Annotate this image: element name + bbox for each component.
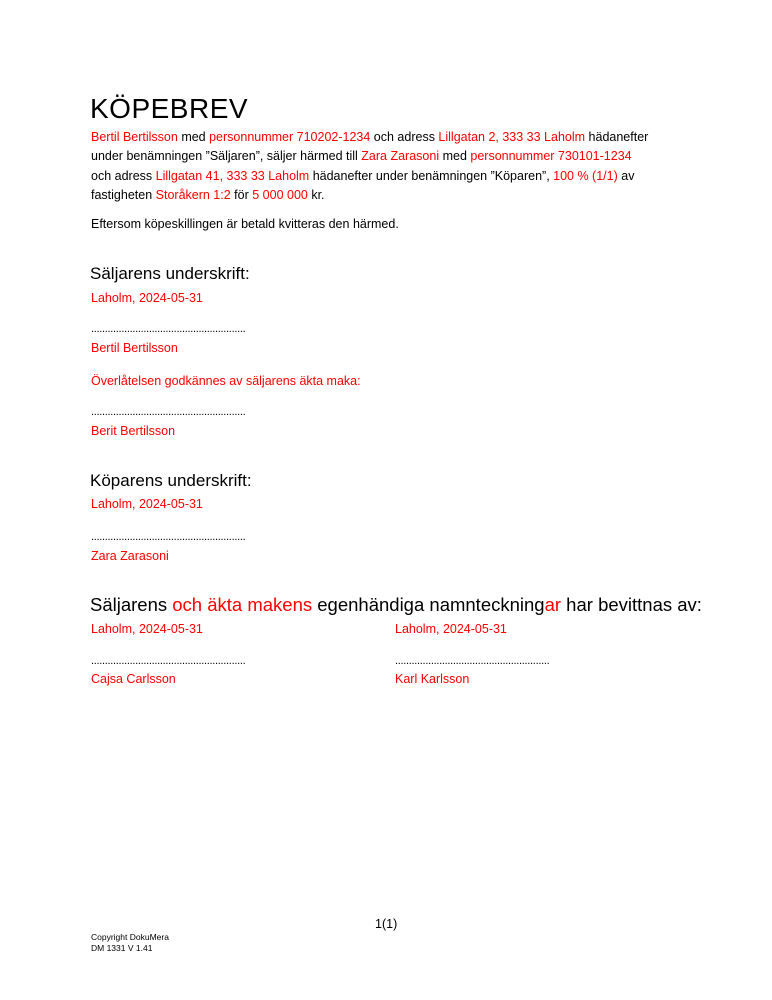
witness2-signature-line: ........................................................ xyxy=(395,655,550,667)
intro-line-1 xyxy=(91,128,691,147)
intro-text: av xyxy=(617,168,635,183)
footer-copyright: Copyright DokuMera xyxy=(91,932,169,942)
intro-line-4 xyxy=(91,186,691,205)
intro-text: kr. xyxy=(307,187,325,202)
seller-place-date: Laholm, 2024-05-31 xyxy=(91,291,203,305)
seller-signature-line: ........................................................ xyxy=(91,323,246,335)
seller-pnr-field: personnummer 710202-1234 xyxy=(209,130,371,144)
witness-heading-text: egenhändiga namnteckning xyxy=(312,594,545,615)
intro-text: och adress xyxy=(91,168,156,183)
witness-heading-red: ar xyxy=(544,594,562,615)
seller-signature-heading: Säljarens underskrift: xyxy=(90,264,250,283)
buyer-signature-heading: Köparens underskrift: xyxy=(90,471,252,490)
intro-text: för xyxy=(230,187,253,202)
intro-text: under benämningen ”Säljaren”, säljer härmed till xyxy=(91,149,362,164)
spouse-name: Berit Bertilsson xyxy=(91,424,176,438)
witness1-place-date: Laholm, 2024-05-31 xyxy=(91,622,203,636)
witness2-name: Karl Karlsson xyxy=(395,672,470,686)
buyer-signature-line: ........................................................ xyxy=(91,531,246,543)
buyer-pnr-field: personnummer 730101-1234 xyxy=(470,149,632,164)
intro-text: hädanefter under benämningen ”Köparen”, xyxy=(309,168,554,183)
seller-name: Bertil Bertilsson xyxy=(91,341,178,355)
price-field: 5 000 000 xyxy=(252,187,308,202)
intro-text: med xyxy=(177,130,210,144)
witness1-signature-line: ........................................................ xyxy=(91,655,246,667)
spouse-signature-line: ........................................................ xyxy=(91,406,246,418)
intro-line-2 xyxy=(91,147,691,166)
intro-paragraph xyxy=(91,128,691,205)
footer xyxy=(91,932,169,954)
intro-text: fastigheten xyxy=(91,187,156,202)
share-field: 100 % (1/1) xyxy=(553,168,618,183)
seller-address-field: Lillgatan 2, 333 33 Laholm xyxy=(438,130,586,144)
buyer-name: Zara Zarasoni xyxy=(91,549,169,563)
intro-text: hädanefter xyxy=(585,130,649,144)
intro-line-3 xyxy=(91,167,691,186)
intro-text: och adress xyxy=(370,130,439,144)
seller-name-field: Bertil Bertilsson xyxy=(91,130,178,144)
buyer-place-date: Laholm, 2024-05-31 xyxy=(91,497,203,511)
witness-heading-red: och äkta makens xyxy=(172,594,313,615)
witness-heading-text: har bevittnas av: xyxy=(561,594,702,615)
property-field: Storåkern 1:2 xyxy=(155,187,231,202)
witness2-place-date: Laholm, 2024-05-31 xyxy=(395,622,507,636)
intro-text: med xyxy=(439,149,471,164)
witness1-name: Cajsa Carlsson xyxy=(91,672,176,686)
page-number: 1(1) xyxy=(375,917,398,931)
witness-heading xyxy=(90,593,702,617)
witness-heading-text: Säljarens xyxy=(90,594,173,615)
document-title: KÖPEBREV xyxy=(90,93,249,124)
buyer-name-field: Zara Zarasoni xyxy=(361,149,440,164)
buyer-address-field: Lillgatan 41, 333 33 Laholm xyxy=(155,168,310,183)
footer-version: DM 1331 V 1.41 xyxy=(91,943,153,953)
receipt-paragraph: Eftersom köpeskillingen är betald kvitteras den härmed. xyxy=(91,217,399,231)
spouse-consent-text: Överlåtelsen godkännes av säljarens äkta maka: xyxy=(91,374,361,388)
